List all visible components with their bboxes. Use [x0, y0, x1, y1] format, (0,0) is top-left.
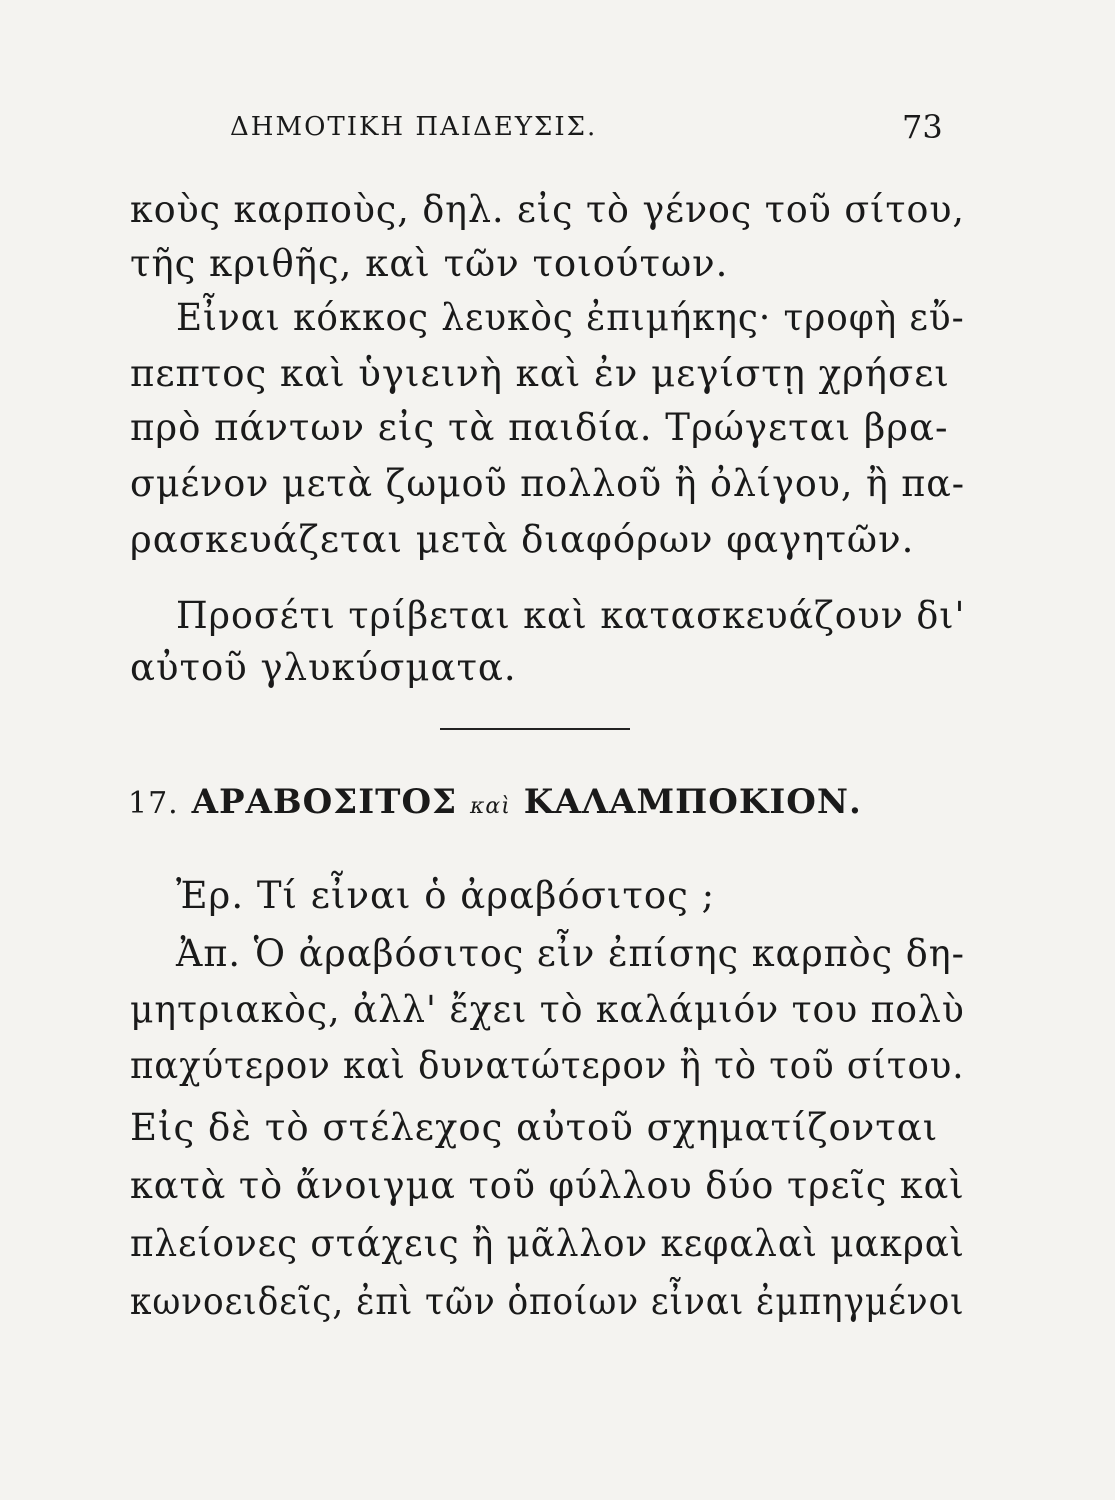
- section-heading: [128, 782, 862, 822]
- text-line: αὐτοῦ γλυκύσματα.: [130, 646, 517, 689]
- section-title-conjunction: καὶ: [470, 794, 511, 819]
- text-line: Ἐρ. Τί εἶναι ὁ ἀραβόσιτος ;: [176, 874, 716, 917]
- text-line: παχύτερον καὶ δυνατώτερον ἢ τὸ τοῦ σίτου.: [130, 1044, 965, 1087]
- text-line: Ἀπ. Ὁ ἀραβόσιτος εἶν ἐπίσης καρπὸς δη-: [176, 932, 965, 975]
- text-line: ρασκευάζεται μετὰ διαφόρων φαγητῶν.: [130, 518, 915, 561]
- section-title-part1: ΑΡΑΒΟΣΙΤΟΣ: [191, 782, 458, 822]
- text-line: Εἶναι κόκκος λευκὸς ἐπιμήκης· τροφὴ εὔ-: [176, 296, 965, 339]
- text-line: πρὸ πάντων εἰς τὰ παιδία. Τρώγεται βρα-: [130, 406, 949, 449]
- section-number: 17.: [128, 786, 179, 821]
- text-line: πλείονες στάχεις ἢ μᾶλλον κεφαλαὶ μακραὶ: [130, 1222, 965, 1265]
- text-line: πεπτος καὶ ὑγιεινὴ καὶ ἐν μεγίστῃ χρήσει: [130, 352, 950, 395]
- text-line: τῆς κριθῆς, καὶ τῶν τοιούτων.: [130, 242, 729, 285]
- running-head: ΔΗΜΟΤΙΚΗ ΠΑΙΔΕΥΣΙΣ.: [230, 112, 598, 142]
- page-number: 73: [902, 108, 943, 146]
- text-line: κατὰ τὸ ἄνοιγμα τοῦ φύλλου δύο τρεῖς καὶ: [130, 1164, 965, 1207]
- text-line: κοὺς καρποὺς, δηλ. εἰς τὸ γένος τοῦ σίτου,: [130, 188, 965, 231]
- text-line: Εἰς δὲ τὸ στέλεχος αὐτοῦ σχηματίζονται: [130, 1106, 939, 1149]
- text-line: μητριακὸς, ἀλλ' ἔχει τὸ καλάμιόν του πολὺ: [130, 988, 965, 1031]
- text-line: Προσέτι τρίβεται καὶ κατασκευάζουν δι': [176, 594, 966, 637]
- section-divider: [440, 728, 630, 730]
- section-title-part2: ΚΑΛΑΜΠΟΚΙΟΝ.: [523, 782, 862, 822]
- text-line: σμένον μετὰ ζωμοῦ πολλοῦ ἢ ὀλίγου, ἢ πα-: [130, 462, 966, 505]
- text-line: κωνοειδεῖς, ἐπὶ τῶν ὁποίων εἶναι ἐμπηγμένοι: [130, 1280, 965, 1323]
